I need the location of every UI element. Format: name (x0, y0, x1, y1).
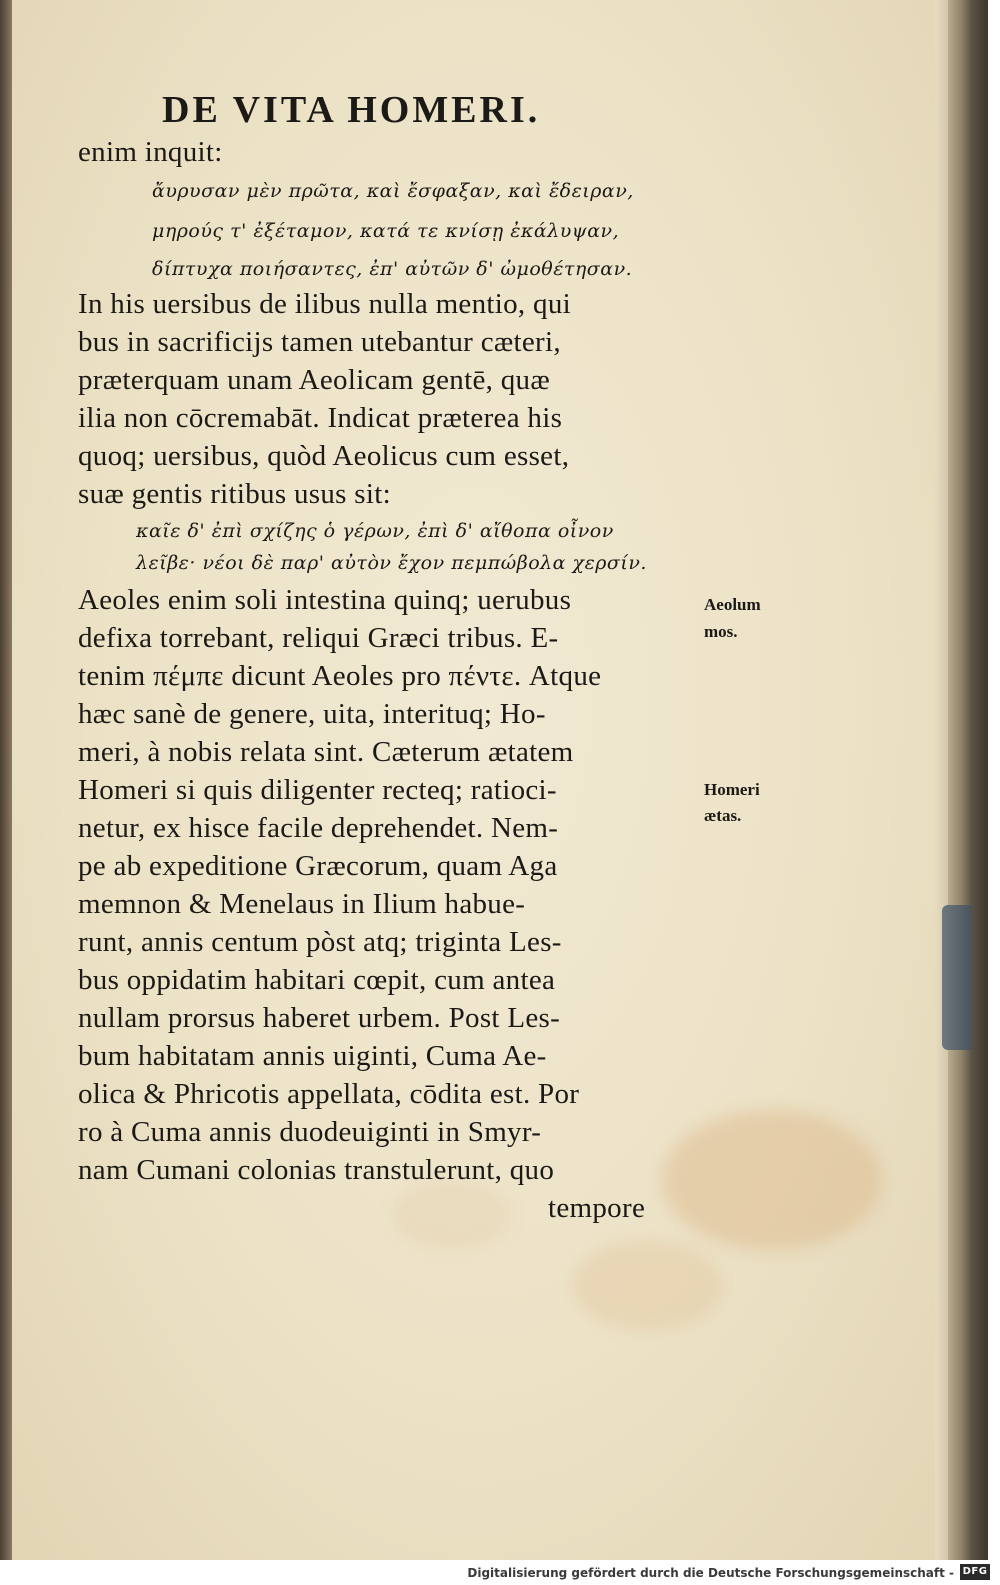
text-line: meri, à nobis relata sint. Cæterum ætatem (78, 736, 574, 768)
greek-verse-line: δίπτυχα ποιήσαντες, ἐπ' αὐτῶν δ' ὠμοθέτησαν. (152, 258, 633, 280)
text-line: In his uersibus de ilibus nulla mentio, qui (78, 288, 571, 320)
text-line: runt, annis centum pòst atq; triginta Les- (78, 926, 562, 958)
text-line: ro à Cuma annis duodeuiginti in Smyr- (78, 1116, 542, 1148)
text-line: hæc sanè de genere, uita, interituq; Ho- (78, 698, 546, 730)
text-line: tenim πέμπε dicunt Aeoles pro πέντε. Atque (78, 660, 602, 692)
catchword: tempore (548, 1192, 646, 1224)
text-line: olica & Phricotis appellata, cōdita est. Por (78, 1078, 580, 1110)
text-line: bus oppidatim habitari cœpit, cum antea (78, 964, 556, 996)
greek-verse-line: καῖε δ' ἐπὶ σχίζης ὁ γέρων, ἐπὶ δ' αἴθοπα οἶνον (136, 520, 614, 542)
text-line: pe ab expeditione Græcorum, quam Aga (78, 850, 558, 882)
margin-note: Aeolum (704, 595, 761, 614)
text-line: defixa torrebant, reliqui Græci tribus. E- (78, 622, 559, 654)
paper-stain (662, 1110, 882, 1250)
greek-verse-line: μηρούς τ' ἐξέταμον, κατά τε κνίσῃ ἐκάλυψαν, (152, 220, 620, 242)
paper-stain (572, 1240, 722, 1330)
running-head: DE VITA HOMERI. (162, 89, 541, 131)
text-line: bum habitatam annis uiginti, Cuma Ae- (78, 1040, 547, 1072)
margin-note: mos. (704, 622, 738, 641)
dfg-logo: DFG (960, 1564, 990, 1580)
text-line: nam Cumani colonias transtulerunt, quo (78, 1154, 555, 1186)
text-line: bus in sacrificijs tamen utebantur cæteri, (78, 326, 561, 358)
funding-credit: Digitalisierung gefördert durch die Deutsche Forschungsgemeinschaft - (467, 1566, 954, 1580)
text-line: ilia non cōcremabāt. Indicat præterea his (78, 402, 563, 434)
margin-note: Homeri (704, 780, 760, 799)
text-line: quoq; uersibus, quòd Aeolicus cum esset, (78, 440, 570, 472)
paper-stain (392, 1180, 512, 1250)
margin-note: ætas. (704, 806, 742, 825)
book-cover-edge (948, 0, 988, 1560)
bookmark-tab (942, 905, 972, 1050)
greek-verse-line: λεῖβε· νέοι δὲ παρ' αὐτὸν ἔχον πεμπώβολα χερσίν. (136, 552, 647, 574)
text-line: memnon & Menelaus in Ilium habue- (78, 888, 526, 920)
text-line: præterquam unam Aeolicam gentē, quæ (78, 364, 550, 396)
text-line: netur, ex hisce facile deprehendet. Nem- (78, 812, 559, 844)
text-line: nullam prorsus haberet urbem. Post Les- (78, 1002, 561, 1034)
book-spine-edge (0, 0, 12, 1560)
text-line: Aeoles enim soli intestina quinq; uerubus (78, 584, 572, 616)
text-line: suæ gentis ritibus usus sit: (78, 478, 391, 510)
text-line: Homeri si quis diligenter recteq; ratioci- (78, 774, 557, 806)
greek-verse-line: ἄυρυσαν μὲν πρῶτα, καὶ ἔσφαξαν, καὶ ἔδειραν, (152, 180, 634, 202)
text-line: enim inquit: (78, 136, 223, 168)
